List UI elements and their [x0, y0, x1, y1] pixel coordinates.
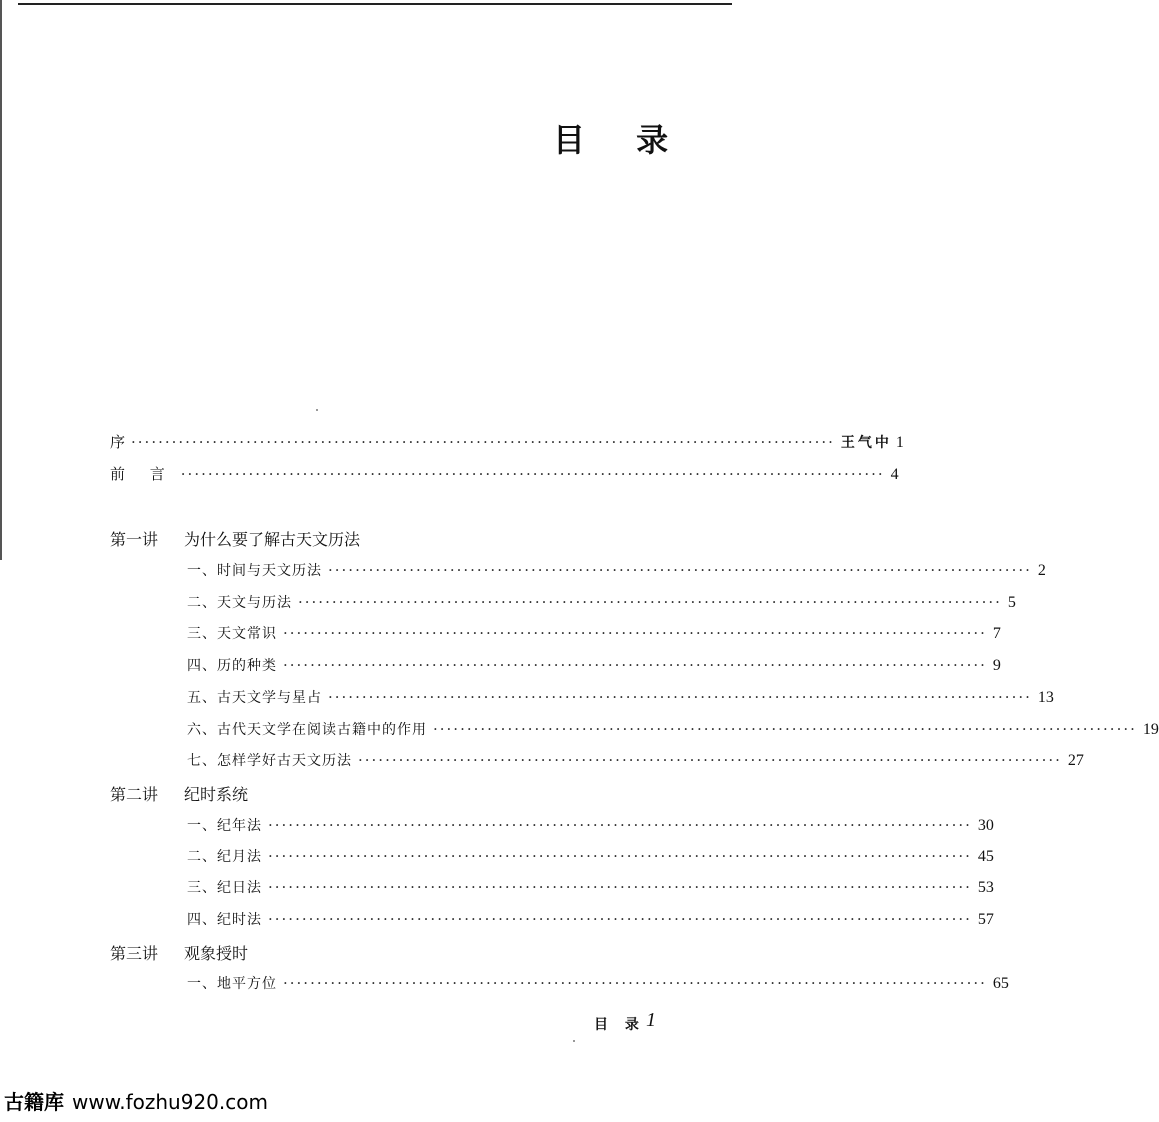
entry-page: 2 — [1037, 562, 1046, 579]
dot-leader: ········································································································ — [433, 720, 1137, 738]
entry-label: 三、纪日法 — [187, 880, 262, 896]
chapter-heading-1[interactable] — [110, 527, 360, 550]
toc-entry[interactable] — [187, 750, 1084, 772]
entry-label: 二、天文与历法 — [187, 595, 292, 611]
dot-leader: ········································································································ — [283, 656, 987, 674]
entry-page: 19 — [1142, 721, 1159, 738]
entry-label: 三、天文常识 — [187, 626, 277, 642]
dot-leader: ········································································································ — [131, 433, 835, 451]
toc-entry[interactable] — [187, 909, 994, 931]
entry-page: 4 — [890, 466, 899, 483]
dot-leader: ········································································································ — [283, 624, 987, 642]
entry-page: 9 — [992, 657, 1001, 674]
dot-leader: ········································································································ — [328, 688, 1032, 706]
entry-page: 27 — [1067, 752, 1084, 769]
toc-entry[interactable] — [187, 877, 994, 899]
entry-page: 7 — [992, 625, 1001, 642]
chapter-number: 第三讲 — [110, 944, 159, 963]
entry-label: 七、怎样学好古天文历法 — [187, 753, 352, 769]
left-border-line — [0, 0, 2, 560]
dot-leader: ········································································································ — [268, 910, 972, 928]
chapter-heading-3[interactable] — [110, 941, 248, 964]
entry-label: 一、时间与天文历法 — [187, 563, 322, 579]
toc-entry-preface[interactable] — [110, 431, 904, 453]
toc-entry[interactable] — [187, 560, 1046, 582]
entry-page: 5 — [1007, 594, 1016, 611]
entry-label: 六、古代天文学在阅读古籍中的作用 — [187, 722, 427, 738]
chapter-title: 纪时系统 — [184, 785, 249, 804]
dot-leader: ········································································································ — [180, 465, 885, 483]
chapter-title: 观象授时 — [184, 944, 249, 963]
toc-entry[interactable] — [187, 655, 1001, 677]
chapter-number: 第二讲 — [110, 785, 159, 804]
entry-label: 序 — [110, 433, 126, 451]
dot-leader: ········································································································ — [328, 561, 1032, 579]
scan-speck — [573, 1040, 575, 1042]
toc-entry[interactable] — [187, 846, 994, 868]
entry-label: 四、纪时法 — [187, 912, 262, 928]
chapter-heading-2[interactable] — [110, 782, 248, 805]
site-watermark — [4, 1086, 268, 1115]
toc-entry[interactable] — [187, 592, 1016, 614]
entry-page: 53 — [977, 879, 994, 896]
toc-entry[interactable] — [187, 719, 1159, 741]
watermark-url: www.fozhu920.com — [72, 1090, 268, 1114]
entry-label: 四、历的种类 — [187, 658, 277, 674]
toc-entry-foreword[interactable] — [110, 463, 899, 485]
toc-entry[interactable] — [187, 815, 994, 837]
entry-page: 13 — [1037, 689, 1054, 706]
entry-page: 45 — [977, 848, 994, 865]
chapter-number: 第一讲 — [110, 530, 159, 549]
toc-entry[interactable] — [187, 973, 1009, 995]
entry-label: 五、古天文学与星占 — [187, 690, 322, 706]
top-border-line — [18, 3, 732, 5]
dot-leader: ········································································································ — [283, 974, 987, 992]
entry-label: 前 言 — [110, 465, 175, 483]
entry-label: 二、纪月法 — [187, 849, 262, 865]
toc-entry[interactable] — [187, 687, 1054, 709]
entry-page: 1 — [895, 434, 904, 451]
page-number: 1 — [646, 1009, 656, 1031]
entry-page: 57 — [977, 911, 994, 928]
scan-speck — [316, 409, 318, 411]
page-title: 目 录 — [553, 121, 689, 159]
toc-entry[interactable] — [187, 623, 1001, 645]
dot-leader: ········································································································ — [358, 751, 1062, 769]
chapter-title: 为什么要了解古天文历法 — [184, 530, 361, 549]
watermark-name: 古籍库 — [4, 1090, 64, 1114]
entry-page: 30 — [977, 817, 994, 834]
entry-page: 65 — [992, 975, 1009, 992]
dot-leader: ········································································································ — [268, 878, 972, 896]
entry-author: 王气中 — [840, 435, 892, 451]
dot-leader: ········································································································ — [268, 847, 972, 865]
dot-leader: ········································································································ — [268, 816, 972, 834]
entry-label: 一、地平方位 — [187, 976, 277, 992]
entry-label: 一、纪年法 — [187, 818, 262, 834]
dot-leader: ········································································································ — [298, 593, 1002, 611]
running-footer-label: 目 录 — [594, 1017, 645, 1033]
